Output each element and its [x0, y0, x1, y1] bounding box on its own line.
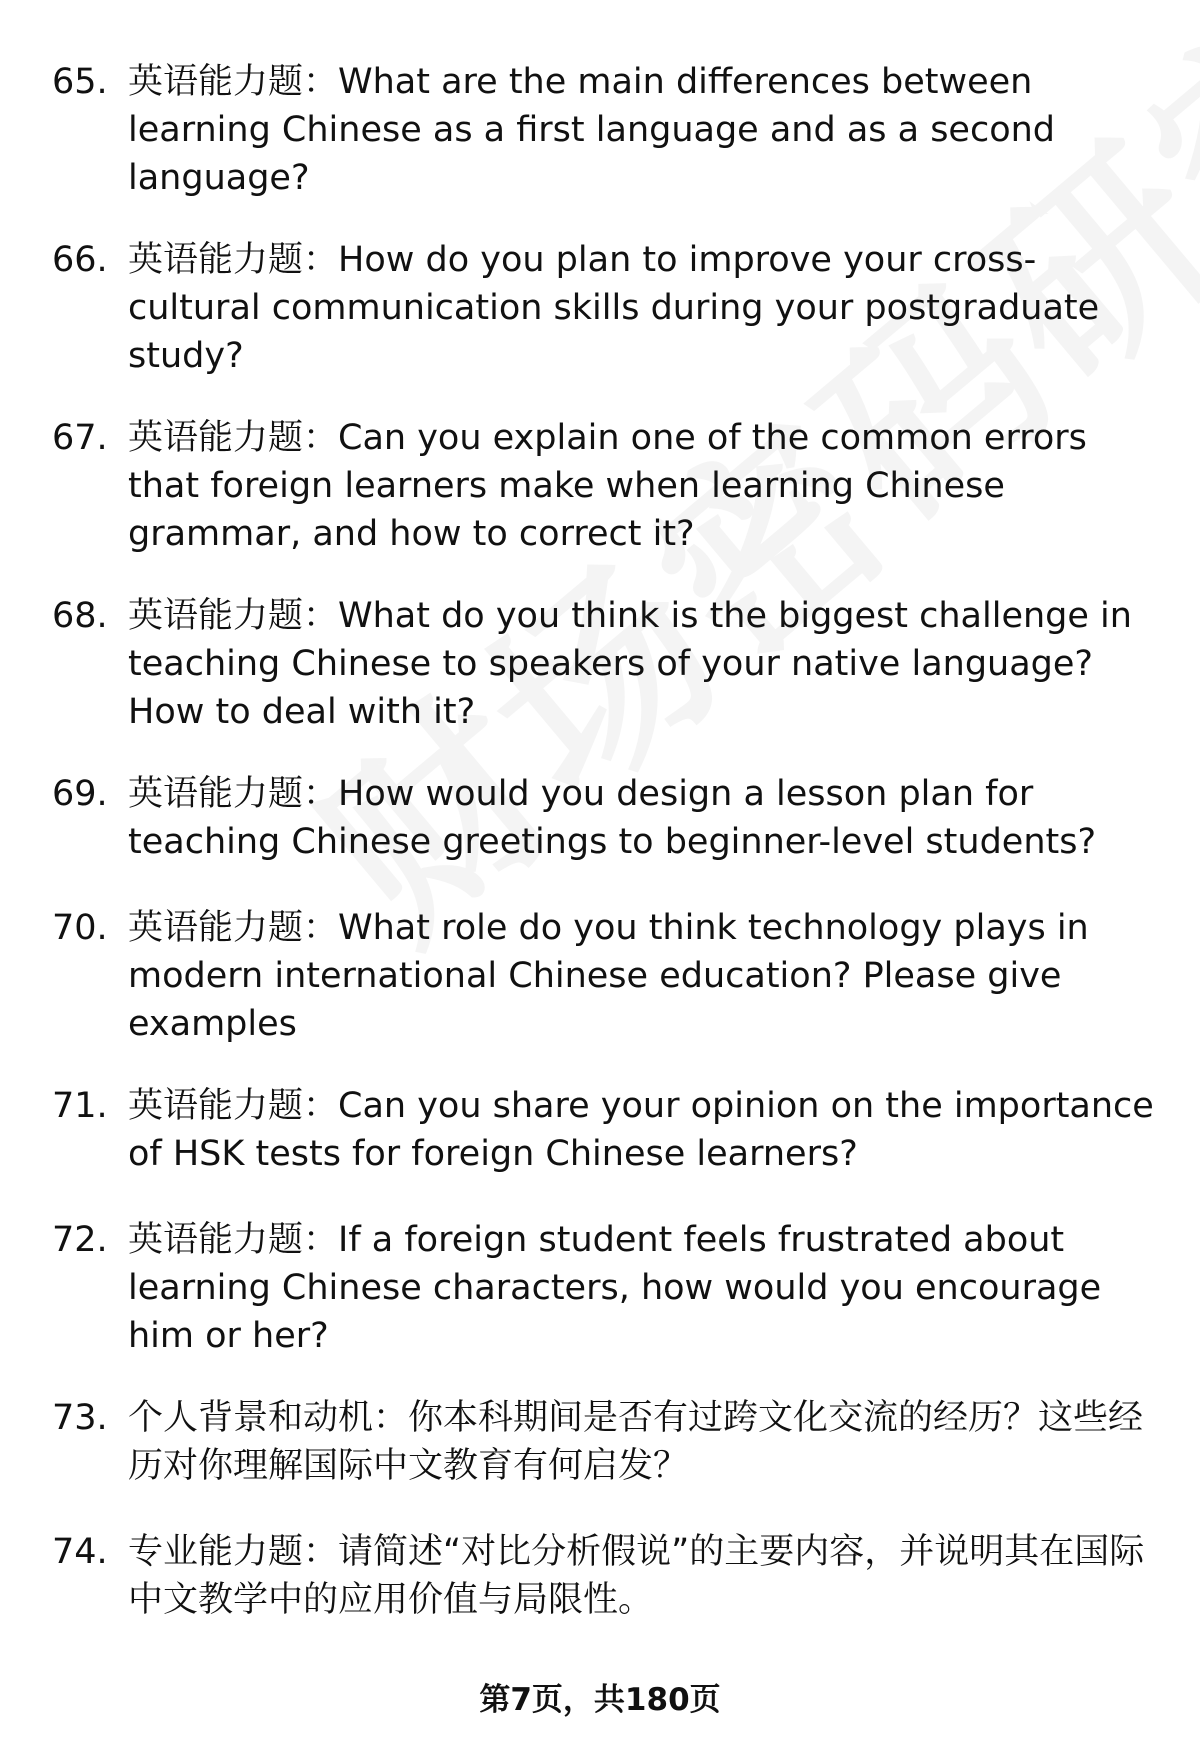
- question-number: 66.: [52, 240, 108, 280]
- question-list: [0, 58, 1200, 1662]
- question-item: [0, 1216, 1200, 1360]
- question-item: [0, 770, 1200, 870]
- question-number: 72.: [52, 1220, 108, 1260]
- question-item: [0, 236, 1200, 380]
- question-item: [0, 414, 1200, 558]
- question-number: 65.: [52, 62, 108, 102]
- question-text: 英语能力题：How would you design a lesson plan for teaching Chinese greetings to beginner-level students?: [128, 774, 1097, 862]
- question-text: 英语能力题：How do you plan to improve your cross-cultural communication skills during your postgraduate study?: [128, 240, 1100, 376]
- question-text: 英语能力题：Can you explain one of the common errors that foreign learners make when learning Chinese grammar, and how to correct it?: [128, 418, 1087, 554]
- question-number: 69.: [52, 774, 108, 814]
- question-item: [0, 1082, 1200, 1182]
- question-number: 74.: [52, 1532, 108, 1572]
- question-number: 68.: [52, 596, 108, 636]
- question-item: [0, 592, 1200, 736]
- question-item: [0, 58, 1200, 202]
- question-text: 个人背景和动机：你本科期间是否有过跨文化交流的经历？这些经历对你理解国际中文教育有何启发？: [128, 1398, 1144, 1486]
- question-text: 英语能力题：What are the main differences between learning Chinese as a first language and as a second language?: [128, 62, 1056, 198]
- question-text: 专业能力题：请简述“对比分析假说”的主要内容，并说明其在国际中文教学中的应用价值与局限性。: [128, 1532, 1145, 1620]
- question-text: 英语能力题：Can you share your opinion on the importance of HSK tests for foreign Chinese learners?: [128, 1086, 1154, 1174]
- question-item: [0, 1528, 1200, 1628]
- question-text: 英语能力题：What role do you think technology plays in modern international Chinese education? Please give examples: [128, 908, 1089, 1044]
- question-text: 英语能力题：If a foreign student feels frustrated about learning Chinese characters, how would you encourage him or her?: [128, 1220, 1102, 1356]
- question-item: [0, 904, 1200, 1048]
- question-number: 67.: [52, 418, 108, 458]
- page-footer: 第7页，共180页: [479, 1682, 721, 1718]
- question-number: 71.: [52, 1086, 108, 1126]
- question-text: 英语能力题：What do you think is the biggest challenge in teaching Chinese to speakers of your native language? How to deal with it?: [128, 596, 1132, 732]
- question-number: 70.: [52, 908, 108, 948]
- question-item: [0, 1394, 1200, 1494]
- question-number: 73.: [52, 1398, 108, 1438]
